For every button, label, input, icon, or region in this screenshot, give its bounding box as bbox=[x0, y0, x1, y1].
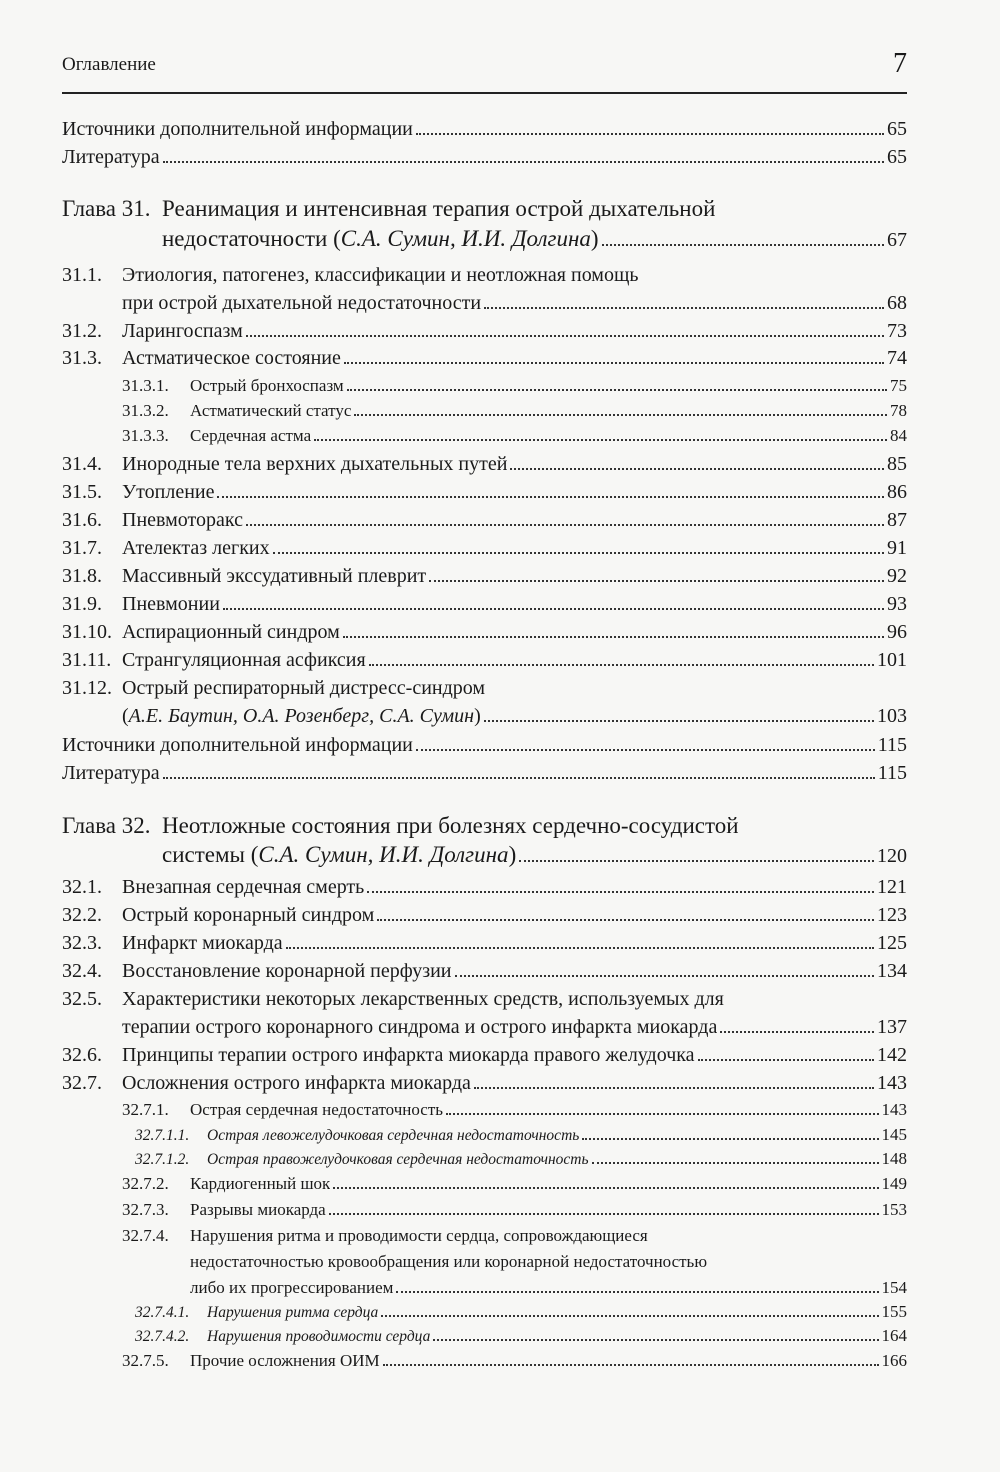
toc-entry[interactable]: 32.7.4.1. Нарушения ритма сердца 155 bbox=[135, 1302, 907, 1321]
toc-leader bbox=[383, 1364, 879, 1366]
chapter-number: Глава 31. bbox=[62, 196, 151, 221]
toc-entry-page: 65 bbox=[887, 146, 907, 168]
section-title-line-1: Характеристики некоторых лекарственных средств, используемых для bbox=[122, 988, 724, 1010]
toc-entry[interactable]: 31.3.1. Острый бронхоспазм 75 bbox=[122, 376, 907, 395]
toc-entry[interactable]: 31.3.2. Астматический статус 78 bbox=[122, 401, 907, 420]
toc-entry[interactable]: 31.2. Ларингоспазм 73 bbox=[62, 320, 907, 342]
toc-leader bbox=[510, 468, 884, 470]
section-number: 32.5. bbox=[62, 988, 102, 1010]
section-number: 31.1. bbox=[62, 264, 102, 286]
toc-leader bbox=[286, 947, 874, 949]
toc-entry[interactable]: системы (С.А. Сумин, И.И. Долгина) 120 bbox=[162, 842, 907, 867]
toc-leader bbox=[217, 496, 884, 498]
toc-entry[interactable]: 31.6. Пневмоторакс 87 bbox=[62, 509, 907, 531]
toc-leader bbox=[314, 439, 887, 441]
toc-entry-title: Источники дополнительной информации bbox=[62, 118, 413, 140]
toc-entry[interactable]: либо их прогрессированием 154 bbox=[190, 1278, 907, 1297]
toc-entry[interactable]: 31.7. Ателектаз легких 91 bbox=[62, 537, 907, 559]
toc-entry[interactable]: 31.3. Астматическое состояние 74 bbox=[62, 347, 907, 369]
toc-leader bbox=[367, 891, 874, 893]
toc-entry-page: 65 bbox=[887, 118, 907, 140]
toc-leader bbox=[429, 580, 884, 582]
toc-leader bbox=[163, 161, 884, 163]
toc-entry-title: Литература bbox=[62, 146, 160, 168]
toc-entry[interactable]: (А.Е. Баутин, О.А. Розенберг, С.А. Сумин) 103 bbox=[122, 705, 907, 727]
chapter-authors: С.А. Сумин, И.И. Долгина bbox=[258, 842, 509, 867]
toc-entry[interactable]: 31.3.3. Сердечная астма 84 bbox=[122, 426, 907, 445]
toc-leader bbox=[416, 749, 875, 751]
section-title-line-2: (А.Е. Баутин, О.А. Розенберг, С.А. Сумин) bbox=[122, 705, 481, 727]
section-heading[interactable] bbox=[62, 677, 486, 700]
chapter-title-line-2: системы (С.А. Сумин, И.И. Долгина) bbox=[162, 842, 517, 867]
toc-entry[interactable] bbox=[62, 118, 907, 141]
toc-entry[interactable]: 32.3. Инфаркт миокарда 125 bbox=[62, 932, 907, 954]
toc-leader bbox=[246, 335, 884, 337]
toc-entry[interactable]: Литература 115 bbox=[62, 762, 907, 784]
toc-entry[interactable]: 32.7.3. Разрывы миокарда 153 bbox=[122, 1200, 907, 1219]
toc-entry[interactable]: 32.4. Восстановление коронарной перфузии 134 bbox=[62, 960, 907, 982]
toc-leader bbox=[163, 777, 875, 779]
subsection-title-line-2: недостаточностью кровообращения или коронарной недостаточностью bbox=[190, 1252, 708, 1271]
toc-leader bbox=[698, 1059, 874, 1061]
toc-leader bbox=[333, 1187, 878, 1189]
toc-leader bbox=[720, 1031, 874, 1033]
toc-entry[interactable]: 32.6. Принципы терапии острого инфаркта миокарда правого желудочка 142 bbox=[62, 1044, 907, 1066]
toc-entry-page: 68 bbox=[887, 292, 907, 314]
toc-leader bbox=[347, 389, 887, 391]
toc-leader bbox=[474, 1087, 874, 1089]
toc-leader bbox=[416, 133, 884, 135]
toc-entry[interactable]: 31.8. Массивный экссудативный плеврит 92 bbox=[62, 565, 907, 587]
toc-entry[interactable]: 31.9. Пневмонии 93 bbox=[62, 593, 907, 615]
toc-leader bbox=[592, 1162, 879, 1164]
toc-leader bbox=[582, 1138, 878, 1140]
chapter-authors: С.А. Сумин, И.И. Долгина bbox=[340, 226, 591, 251]
toc-leader bbox=[354, 414, 887, 416]
toc-leader bbox=[484, 307, 884, 309]
toc-entry-page: 67 bbox=[887, 229, 907, 251]
toc-leader bbox=[455, 975, 874, 977]
subsection-title-line-3: либо их прогрессированием bbox=[190, 1278, 394, 1297]
chapter-number: Глава 32. bbox=[62, 813, 151, 838]
toc-entry[interactable]: 32.2. Острый коронарный синдром 123 bbox=[62, 904, 907, 926]
toc-leader bbox=[273, 552, 884, 554]
chapter-heading[interactable] bbox=[62, 196, 716, 222]
section-title-line-2: при острой дыхательной недостаточности bbox=[122, 292, 482, 314]
chapter-title-line-2: недостаточности (С.А. Сумин, И.И. Долгина) bbox=[162, 226, 599, 251]
section-heading[interactable] bbox=[62, 988, 724, 1011]
toc-entry[interactable] bbox=[62, 146, 907, 169]
toc-entry[interactable]: 32.7.1.1. Острая левожелудочковая сердечная недостаточность 145 bbox=[135, 1125, 907, 1144]
toc-leader bbox=[381, 1315, 878, 1317]
toc-entry[interactable]: 31.11. Странгуляционная асфиксия 101 bbox=[62, 649, 907, 671]
page-header bbox=[62, 48, 907, 94]
toc-entry[interactable]: терапии острого коронарного синдрома и острого инфаркта миокарда 137 bbox=[122, 1016, 907, 1038]
toc-entry[interactable]: 31.4. Инородные тела верхних дыхательных путей 85 bbox=[62, 453, 907, 475]
running-head: Оглавление bbox=[62, 54, 156, 75]
section-heading[interactable] bbox=[62, 264, 639, 287]
toc-entry[interactable]: 32.7.5. Прочие осложнения ОИМ 166 bbox=[122, 1351, 907, 1370]
toc-leader bbox=[223, 608, 884, 610]
toc-leader bbox=[484, 720, 874, 722]
toc-entry[interactable]: 31.10. Аспирационный синдром 96 bbox=[62, 621, 907, 643]
section-number: 31.12. bbox=[62, 677, 112, 699]
toc-leader bbox=[343, 636, 884, 638]
toc-leader bbox=[446, 1113, 878, 1115]
toc-leader bbox=[344, 362, 884, 364]
subsection-title-line-1: Нарушения ритма и проводимости сердца, сопровождающиеся bbox=[190, 1226, 648, 1245]
toc-leader bbox=[329, 1213, 879, 1215]
toc-entry[interactable]: 31.5. Утопление 86 bbox=[62, 481, 907, 503]
chapter-title-line-1: Неотложные состояния при болезнях сердечно-сосудистой bbox=[162, 813, 739, 838]
toc-leader bbox=[377, 919, 874, 921]
page-number: 7 bbox=[893, 48, 907, 79]
subsection-heading[interactable] bbox=[122, 1226, 648, 1246]
toc-leader bbox=[602, 244, 884, 246]
toc-leader bbox=[433, 1339, 878, 1341]
toc-leader bbox=[246, 524, 884, 526]
toc-entry[interactable]: 32.7.2. Кардиогенный шок 149 bbox=[122, 1174, 907, 1193]
toc-leader bbox=[369, 664, 874, 666]
toc-leader bbox=[396, 1291, 878, 1293]
toc-entry[interactable]: 32.7.1. Острая сердечная недостаточность 143 bbox=[122, 1100, 907, 1119]
toc-entry[interactable]: 32.7.1.2. Острая правожелудочковая сердечная недостаточность 148 bbox=[135, 1149, 907, 1168]
toc-entry[interactable] bbox=[162, 226, 907, 252]
toc-leader bbox=[519, 860, 874, 862]
chapter-title-line-1: Реанимация и интенсивная терапия острой дыхательной bbox=[162, 196, 716, 221]
subsection-number: 32.7.4. bbox=[122, 1226, 169, 1245]
toc-entry[interactable]: Источники дополнительной информации 115 bbox=[62, 734, 907, 756]
section-title-line-1: Этиология, патогенез, классификации и неотложная помощь bbox=[122, 264, 639, 286]
chapter-heading[interactable] bbox=[62, 813, 739, 839]
toc-entry[interactable] bbox=[122, 292, 907, 315]
toc-entry[interactable]: 32.7. Осложнения острого инфаркта миокарда 143 bbox=[62, 1072, 907, 1094]
toc-entry[interactable]: 32.7.4.2. Нарушения проводимости сердца 164 bbox=[135, 1326, 907, 1345]
toc-entry[interactable]: 32.1. Внезапная сердечная смерть 121 bbox=[62, 876, 907, 898]
section-authors: А.Е. Баутин, О.А. Розенберг, С.А. Сумин bbox=[128, 705, 475, 727]
section-title-line-1: Острый респираторный дистресс-синдром bbox=[122, 677, 486, 699]
